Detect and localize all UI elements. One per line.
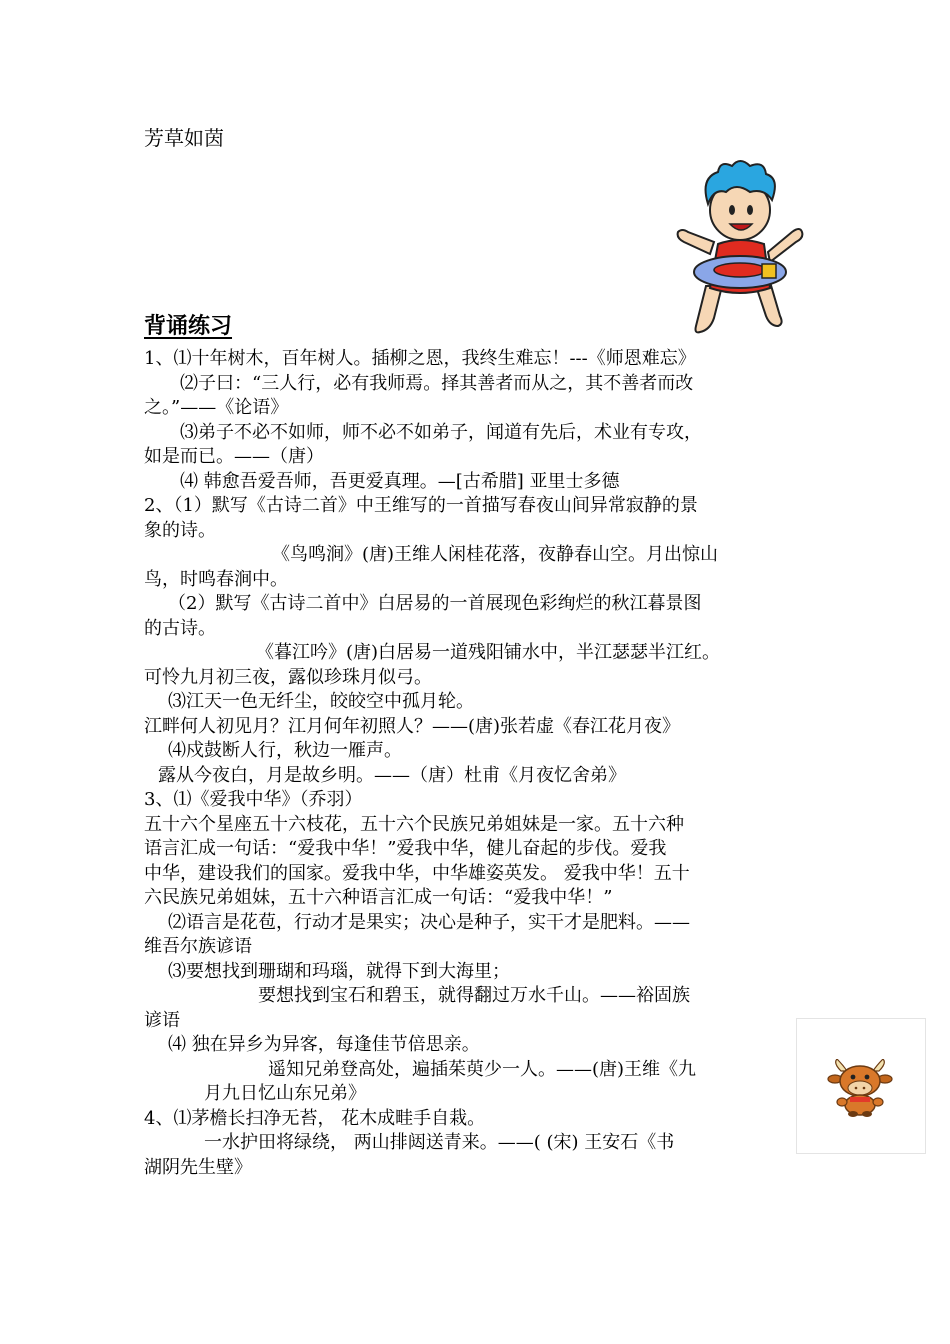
text-line: ⑷戍鼓断人行，秋边一雁声。 [168, 740, 402, 761]
text-line: 维吾尔族谚语 [144, 936, 252, 957]
text-line: ⑵子曰：“三人行，必有我师焉。择其善者而从之，其不善者而改 [180, 372, 694, 394]
text-line: 语言汇成一句话：“爱我中华！”爱我中华，健儿奋起的步伐。爱我 [144, 838, 667, 859]
text-line: （2）默写《古诗二首中》白居易的一首展现色彩绚烂的秋江暮景图 [168, 593, 702, 614]
text-line: ⑶江天一色无纤尘，皎皎空中孤月轮。 [168, 691, 474, 712]
text-line: 五十六个星座五十六枝花，五十六个民族兄弟姐妹是一家。五十六种 [144, 813, 684, 835]
text-line: ⑷ 韩愈吾爱吾师，吾更爱真理。—[古希腊] 亚里士多德 [180, 470, 620, 492]
text-line: 遥知兄弟登高处，遍插茱萸少一人。——(唐)王维《九 [268, 1058, 697, 1080]
text-line: 谚语 [144, 1009, 180, 1031]
text-line: 《暮江吟》(唐)白居易一道残阳铺水中，半江瑟瑟半江红。 [256, 642, 721, 663]
text-line: 3、⑴《爱我中华》（乔羽） [144, 789, 363, 810]
ox-illustration-frame [796, 1018, 926, 1154]
text-line: 2、（1）默写《古诗二首》中王维写的一首描写春夜山间异常寂静的景 [144, 495, 698, 516]
text-line: 象的诗。 [144, 519, 216, 541]
text-line: 《鸟鸣涧》(唐)王维人闲桂花落，夜静春山空。月出惊山 [272, 544, 719, 565]
swimming-boy-illustration [670, 158, 810, 340]
section-heading: 背诵练习 [144, 313, 233, 339]
text-line: 一水护田将绿绕， 两山排闼送青来。——( (宋) 王安石《书 [204, 1132, 675, 1153]
text-line: 的古诗。 [144, 617, 216, 639]
text-line: 如是而已。——（唐） [144, 446, 324, 467]
cartoon-ox-illustration [827, 1059, 893, 1117]
text-line: 可怜九月初三夜，露似珍珠月似弓。 [144, 666, 432, 688]
text-line: 露从今夜白，月是故乡明。——（唐）杜甫《月夜忆舍弟》 [158, 764, 626, 786]
text-line: ⑶要想找到珊瑚和玛瑙，就得下到大海里； [168, 960, 510, 982]
page-title: 芳草如茵 [144, 126, 224, 150]
recitation-text [144, 347, 812, 1180]
text-line: 鸟，时鸣春涧中。 [144, 568, 288, 590]
text-line: 江畔何人初见月？江月何年初照人？——(唐)张若虚《春江花月夜》 [144, 715, 681, 737]
text-line: 1、⑴十年树木，百年树人。插柳之恩，我终生难忘！---《师恩难忘》 [144, 348, 696, 369]
text-line: 之。”——《论语》 [144, 397, 289, 418]
text-line: 月九日忆山东兄弟》 [204, 1083, 366, 1104]
text-line: 4、⑴茅檐长扫净无苔， 花木成畦手自栽。 [144, 1107, 486, 1129]
text-line: 六民族兄弟姐妹，五十六种语言汇成一句话：“爱我中华！” [144, 887, 613, 908]
text-line: ⑷ 独在异乡为异客，每逢佳节倍思亲。 [168, 1034, 480, 1055]
text-line: ⑶弟子不必不如师，师不必不如弟子，闻道有先后，术业有专攻， [180, 421, 702, 443]
text-line: 要想找到宝石和碧玉，就得翻过万水千山。——裕固族 [258, 985, 690, 1006]
text-line: ⑵语言是花苞，行动才是果实；决心是种子，实干才是肥料。—— [168, 911, 690, 933]
text-line: 湖阴先生壁》 [144, 1156, 252, 1178]
text-line: 中华，建设我们的国家。爱我中华，中华雄姿英发。 爱我中华！五十 [144, 862, 690, 884]
